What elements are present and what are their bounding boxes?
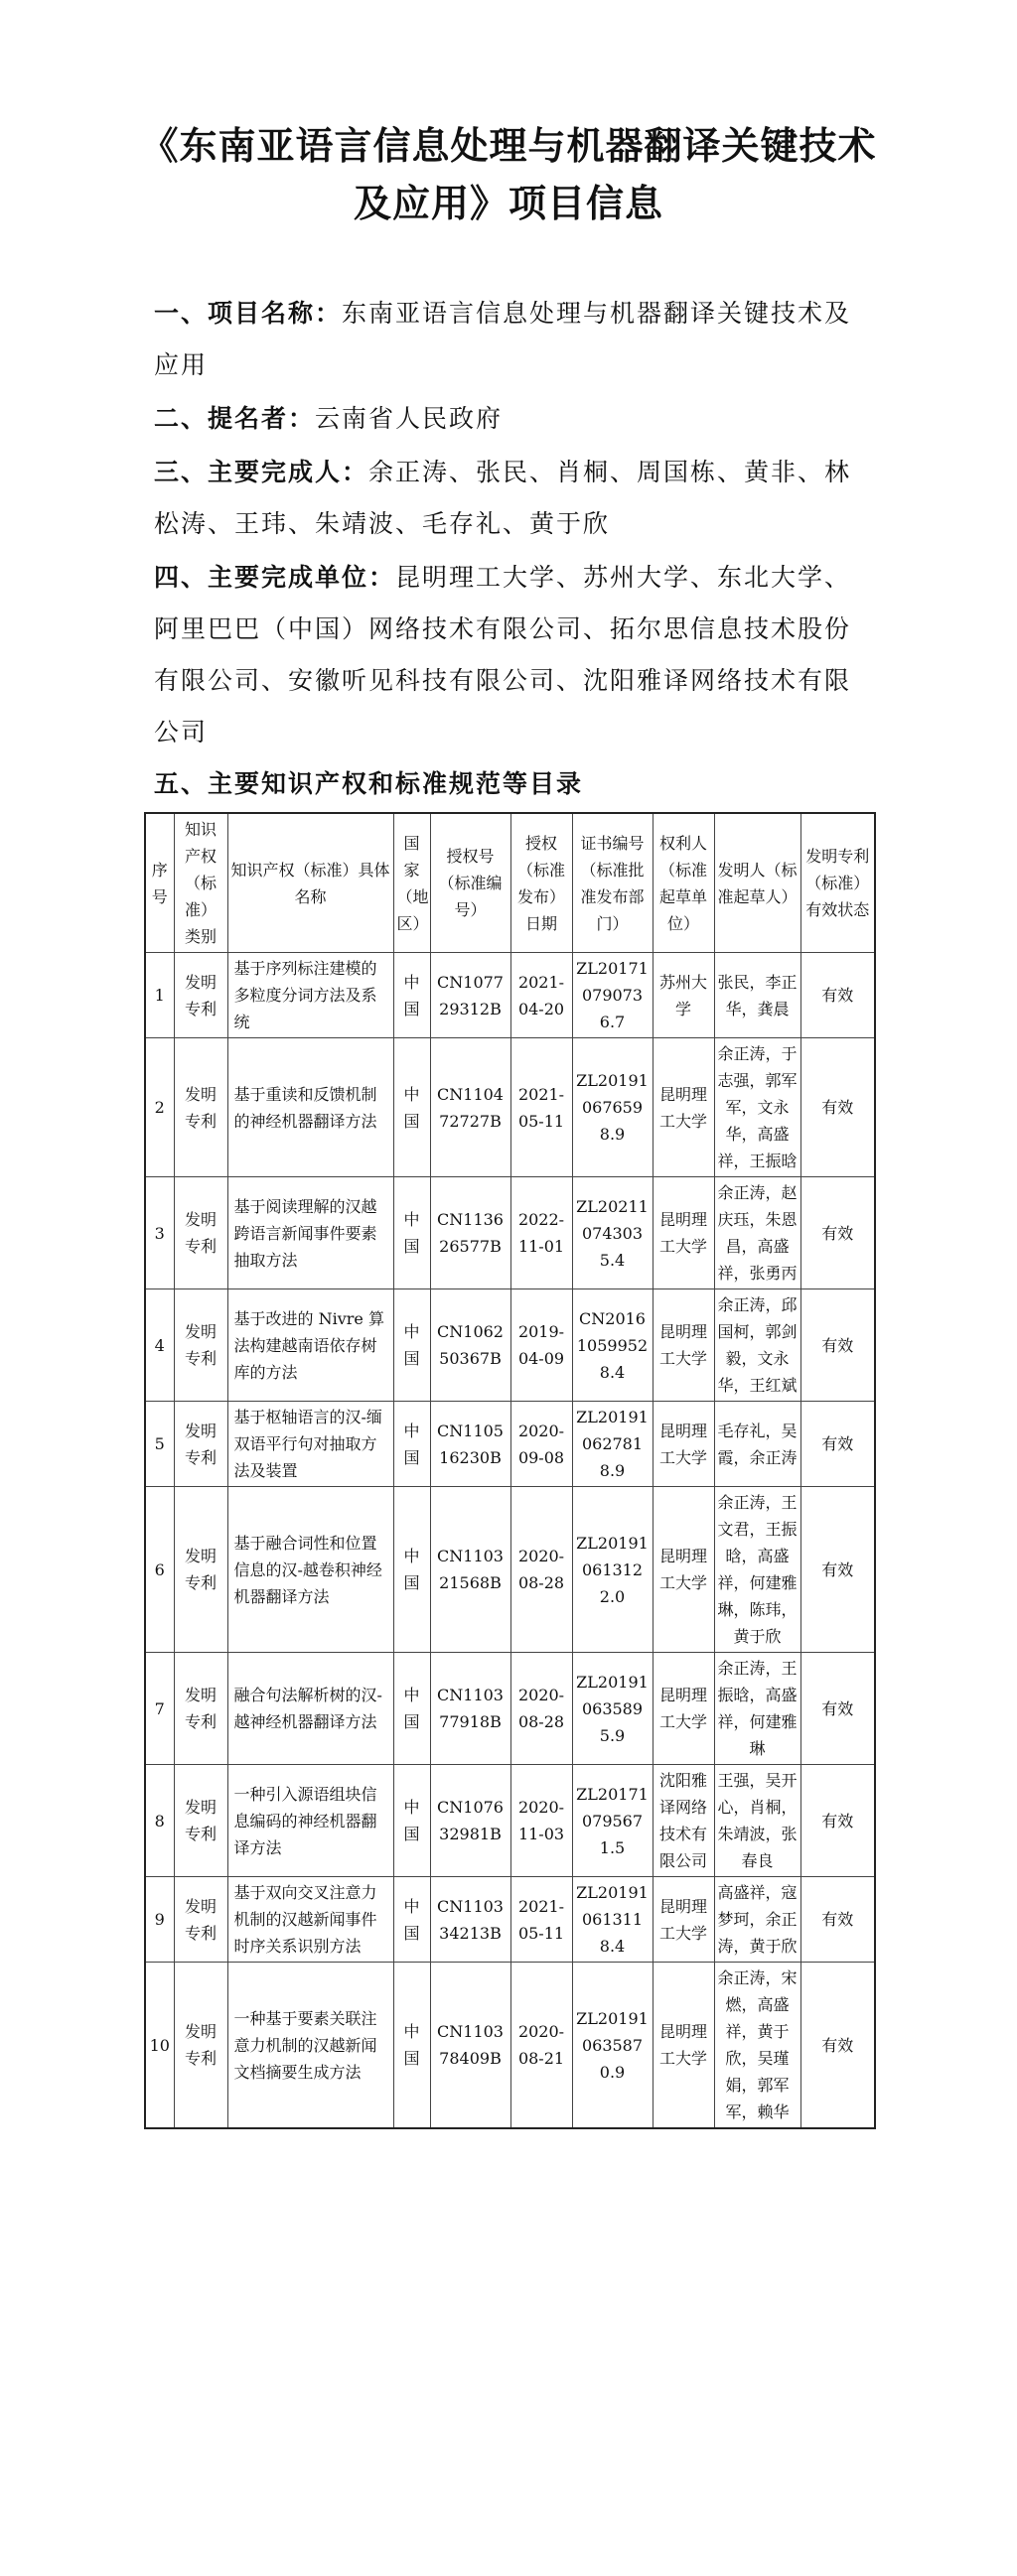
cell-cert-no: ZL201910635895.9 bbox=[572, 1653, 653, 1765]
cell-country: 中国 bbox=[393, 1289, 430, 1402]
cell-date: 2020-08-28 bbox=[510, 1653, 572, 1765]
table-row bbox=[145, 953, 875, 1038]
cell-index: 5 bbox=[145, 1402, 174, 1487]
cell-owner: 昆明理工大学 bbox=[653, 1289, 714, 1402]
cell-grant-no: CN113626577B bbox=[430, 1177, 510, 1289]
cell-index: 4 bbox=[145, 1289, 174, 1402]
cell-cert-no: ZL201710795671.5 bbox=[572, 1765, 653, 1877]
project-name-line bbox=[154, 288, 869, 391]
cell-status: 有效 bbox=[800, 1487, 875, 1653]
cell-owner: 昆明理工大学 bbox=[653, 1487, 714, 1653]
cell-cert-no: ZL202110743035.4 bbox=[572, 1177, 653, 1289]
cell-index: 10 bbox=[145, 1963, 174, 2129]
cell-status: 有效 bbox=[800, 1177, 875, 1289]
cell-name: 一种基于要素关联注意力机制的汉越新闻文档摘要生成方法 bbox=[227, 1963, 393, 2129]
cell-cert-no: ZL201710790736.7 bbox=[572, 953, 653, 1038]
cell-country: 中国 bbox=[393, 1038, 430, 1177]
cell-owner: 昆明理工大学 bbox=[653, 1877, 714, 1963]
cell-status: 有效 bbox=[800, 1038, 875, 1177]
cell-name: 基于阅读理解的汉越跨语言新闻事件要素抽取方法 bbox=[227, 1177, 393, 1289]
cell-inventors: 高盛祥，寇梦珂，余正涛，黄于欣 bbox=[714, 1877, 800, 1963]
cell-cert-no: CN201610599528.4 bbox=[572, 1289, 653, 1402]
cell-inventors: 余正涛，王振晗，高盛祥，何建雅琳 bbox=[714, 1653, 800, 1765]
main-units-value: 昆明理工大学、苏州大学、东北大学、阿里巴巴（中国）网络技术有限公司、拓尔思信息技术股份有限公司、安徽听见科技有限公司、沈阳雅译网络技术有限公司 bbox=[154, 563, 852, 746]
cell-date: 2020-08-28 bbox=[510, 1487, 572, 1653]
cell-grant-no: CN107632981B bbox=[430, 1765, 510, 1877]
cell-status: 有效 bbox=[800, 953, 875, 1038]
cell-owner: 沈阳雅译网络技术有限公司 bbox=[653, 1765, 714, 1877]
cell-cert-no: ZL201910613118.4 bbox=[572, 1877, 653, 1963]
cell-grant-no: CN106250367B bbox=[430, 1289, 510, 1402]
cell-inventors: 余正涛，王文君，王振晗，高盛祥，何建雅琳，陈玮，黄于欣 bbox=[714, 1487, 800, 1653]
table-row bbox=[145, 1402, 875, 1487]
cell-date: 2022-11-01 bbox=[510, 1177, 572, 1289]
table-header-row bbox=[145, 813, 875, 953]
cell-name: 基于枢轴语言的汉-缅双语平行句对抽取方法及装置 bbox=[227, 1402, 393, 1487]
cell-inventors: 余正涛，邱国柯，郭剑毅，文永华，王红斌 bbox=[714, 1289, 800, 1402]
cell-date: 2020-09-08 bbox=[510, 1402, 572, 1487]
header-cell: 发明专利（标准）有效状态 bbox=[800, 813, 875, 953]
header-cell: 证书编号（标准批准发布部门） bbox=[572, 813, 653, 953]
cell-name: 一种引入源语组块信息编码的神经机器翻译方法 bbox=[227, 1765, 393, 1877]
cell-status: 有效 bbox=[800, 1402, 875, 1487]
cell-grant-no: CN110516230B bbox=[430, 1402, 510, 1487]
cell-index: 9 bbox=[145, 1877, 174, 1963]
cell-category: 发明专利 bbox=[174, 1177, 227, 1289]
cell-category: 发明专利 bbox=[174, 1877, 227, 1963]
project-name-label: 一、项目名称： bbox=[154, 299, 343, 328]
cell-owner: 昆明理工大学 bbox=[653, 1402, 714, 1487]
cell-grant-no: CN110377918B bbox=[430, 1653, 510, 1765]
ip-section-heading: 五、主要知识产权和标准规范等目录 bbox=[154, 769, 584, 798]
cell-grant-no: CN110321568B bbox=[430, 1487, 510, 1653]
cell-owner: 苏州大学 bbox=[653, 953, 714, 1038]
cell-category: 发明专利 bbox=[174, 1963, 227, 2129]
cell-owner: 昆明理工大学 bbox=[653, 1653, 714, 1765]
main-contributors-value: 余正涛、张民、肖桐、周国栋、黄非、林松涛、王玮、朱靖波、毛存礼、黄于欣 bbox=[154, 458, 852, 538]
cell-status: 有效 bbox=[800, 1653, 875, 1765]
cell-owner: 昆明理工大学 bbox=[653, 1038, 714, 1177]
cell-grant-no: CN110378409B bbox=[430, 1963, 510, 2129]
cell-inventors: 毛存礼，吴霞，余正涛 bbox=[714, 1402, 800, 1487]
table-row bbox=[145, 1765, 875, 1877]
cell-inventors: 王强，吴开心，肖桐，朱靖波，张春良 bbox=[714, 1765, 800, 1877]
cell-date: 2020-11-03 bbox=[510, 1765, 572, 1877]
cell-category: 发明专利 bbox=[174, 1038, 227, 1177]
header-cell: 权利人（标准起草单位） bbox=[653, 813, 714, 953]
cell-country: 中国 bbox=[393, 1177, 430, 1289]
main-units-label: 四、主要完成单位： bbox=[154, 563, 396, 592]
cell-country: 中国 bbox=[393, 953, 430, 1038]
cell-category: 发明专利 bbox=[174, 1653, 227, 1765]
cell-index: 8 bbox=[145, 1765, 174, 1877]
cell-status: 有效 bbox=[800, 1963, 875, 2129]
header-cell: 发明人（标准起草人） bbox=[714, 813, 800, 953]
nominator-label: 二、提名者： bbox=[154, 404, 316, 433]
cell-name: 基于序列标注建模的多粒度分词方法及系统 bbox=[227, 953, 393, 1038]
cell-country: 中国 bbox=[393, 1963, 430, 2129]
cell-category: 发明专利 bbox=[174, 1402, 227, 1487]
cell-grant-no: CN110334213B bbox=[430, 1877, 510, 1963]
cell-grant-no: CN107729312B bbox=[430, 953, 510, 1038]
header-cell: 授权号（标准编号） bbox=[430, 813, 510, 953]
cell-category: 发明专利 bbox=[174, 1487, 227, 1653]
cell-index: 6 bbox=[145, 1487, 174, 1653]
table-row bbox=[145, 1963, 875, 2129]
cell-name: 基于双向交叉注意力机制的汉越新闻事件时序关系识别方法 bbox=[227, 1877, 393, 1963]
cell-date: 2019-04-09 bbox=[510, 1289, 572, 1402]
cell-grant-no: CN110472727B bbox=[430, 1038, 510, 1177]
cell-cert-no: ZL201910635870.9 bbox=[572, 1963, 653, 2129]
cell-index: 2 bbox=[145, 1038, 174, 1177]
main-units-line bbox=[154, 552, 869, 758]
table-row bbox=[145, 1177, 875, 1289]
ip-table bbox=[144, 812, 876, 2129]
table-row bbox=[145, 1653, 875, 1765]
cell-status: 有效 bbox=[800, 1877, 875, 1963]
cell-status: 有效 bbox=[800, 1289, 875, 1402]
cell-country: 中国 bbox=[393, 1877, 430, 1963]
nominator-value: 云南省人民政府 bbox=[315, 404, 504, 433]
main-contributors-label: 三、主要完成人： bbox=[154, 458, 369, 486]
cell-cert-no: ZL201910613122.0 bbox=[572, 1487, 653, 1653]
header-cell: 知识产权（标准）类别 bbox=[174, 813, 227, 953]
table-body bbox=[145, 953, 875, 2129]
cell-name: 基于重读和反馈机制的神经机器翻译方法 bbox=[227, 1038, 393, 1177]
nominator-line bbox=[154, 393, 869, 445]
cell-cert-no: ZL201910627818.9 bbox=[572, 1402, 653, 1487]
cell-inventors: 余正涛，宋燃，高盛祥，黄于欣，吴瑾娟，郭军军，赖华 bbox=[714, 1963, 800, 2129]
cell-date: 2021-04-20 bbox=[510, 953, 572, 1038]
cell-index: 1 bbox=[145, 953, 174, 1038]
header-cell: 国家（地区） bbox=[393, 813, 430, 953]
cell-name: 融合句法解析树的汉-越神经机器翻译方法 bbox=[227, 1653, 393, 1765]
cell-status: 有效 bbox=[800, 1765, 875, 1877]
project-name-value: 东南亚语言信息处理与机器翻译关键技术及应用 bbox=[154, 299, 852, 379]
cell-index: 7 bbox=[145, 1653, 174, 1765]
header-cell: 序号 bbox=[145, 813, 174, 953]
cell-country: 中国 bbox=[393, 1402, 430, 1487]
table-row bbox=[145, 1877, 875, 1963]
cell-name: 基于融合词性和位置信息的汉-越卷积神经机器翻译方法 bbox=[227, 1487, 393, 1653]
cell-name: 基于改进的 Nivre 算法构建越南语依存树库的方法 bbox=[227, 1289, 393, 1402]
cell-inventors: 余正涛，于志强，郭军军，文永华，高盛祥，王振晗 bbox=[714, 1038, 800, 1177]
cell-date: 2021-05-11 bbox=[510, 1038, 572, 1177]
table-row bbox=[145, 1289, 875, 1402]
cell-owner: 昆明理工大学 bbox=[653, 1177, 714, 1289]
cell-country: 中国 bbox=[393, 1487, 430, 1653]
cell-category: 发明专利 bbox=[174, 953, 227, 1038]
cell-inventors: 余正涛，赵庆珏，朱恩昌，高盛祥，张勇丙 bbox=[714, 1177, 800, 1289]
project-info bbox=[154, 288, 869, 760]
cell-date: 2021-05-11 bbox=[510, 1877, 572, 1963]
cell-category: 发明专利 bbox=[174, 1765, 227, 1877]
page-title: 《东南亚语言信息处理与机器翻译关键技术及应用》项目信息 bbox=[140, 124, 877, 225]
cell-inventors: 张民，李正华，龚晨 bbox=[714, 953, 800, 1038]
table-row bbox=[145, 1038, 875, 1177]
cell-date: 2020-08-21 bbox=[510, 1963, 572, 2129]
table-row bbox=[145, 1487, 875, 1653]
cell-country: 中国 bbox=[393, 1653, 430, 1765]
cell-category: 发明专利 bbox=[174, 1289, 227, 1402]
cell-country: 中国 bbox=[393, 1765, 430, 1877]
cell-cert-no: ZL201910676598.9 bbox=[572, 1038, 653, 1177]
header-cell: 授权（标准发布）日期 bbox=[510, 813, 572, 953]
cell-index: 3 bbox=[145, 1177, 174, 1289]
main-contributors-line bbox=[154, 447, 869, 550]
cell-owner: 昆明理工大学 bbox=[653, 1963, 714, 2129]
header-cell: 知识产权（标准）具体名称 bbox=[227, 813, 393, 953]
